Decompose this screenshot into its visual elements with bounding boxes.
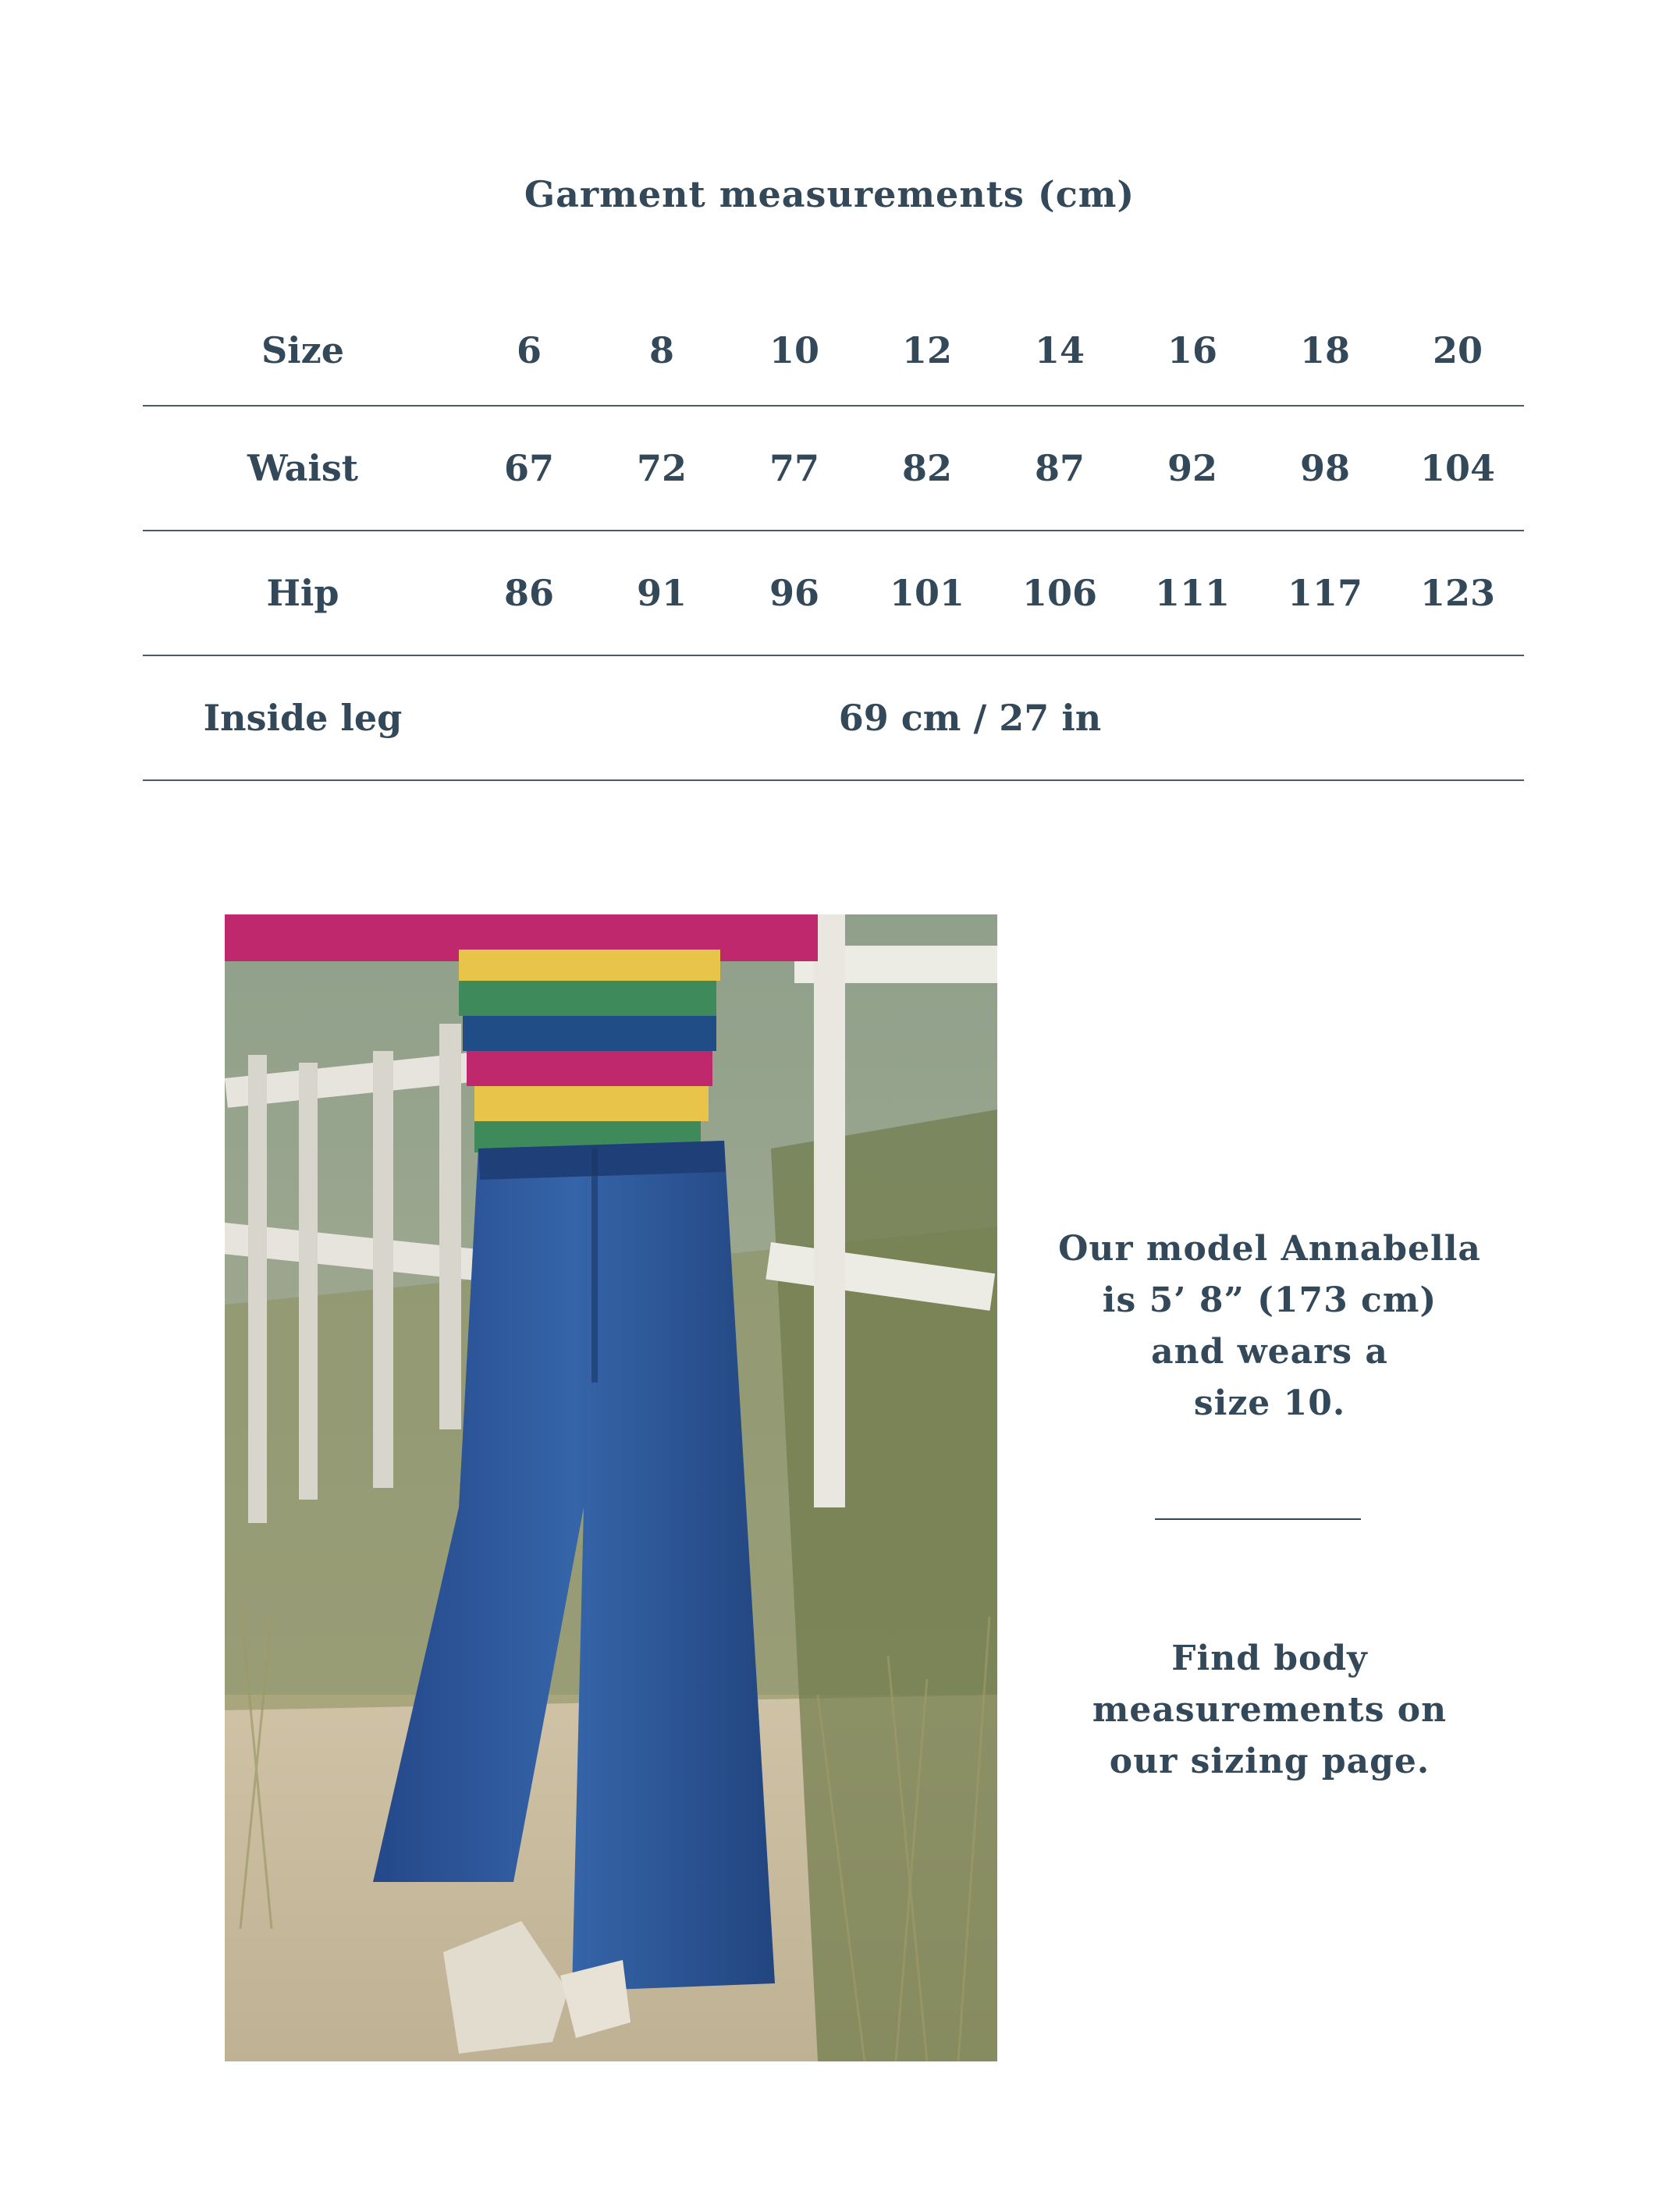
table-row-hip — [143, 531, 1524, 655]
size-header-cell: 14 — [1034, 328, 1085, 371]
size-header-cell: 16 — [1167, 328, 1217, 371]
table-cell: 87 — [1034, 447, 1085, 489]
model-photo-illustration — [225, 914, 997, 2061]
table-cell: 92 — [1167, 447, 1217, 489]
table-cell: 98 — [1299, 447, 1350, 489]
model-info — [1014, 1223, 1525, 1429]
sizing-note-line: measurements on — [1092, 1690, 1448, 1730]
size-header-cell: 18 — [1299, 328, 1350, 371]
table-cell: 67 — [503, 447, 554, 489]
model-info-line: and wears a — [1151, 1332, 1388, 1372]
model-info-line: is 5’ 8” (173 cm) — [1102, 1280, 1437, 1320]
size-header-cell: 12 — [901, 328, 952, 371]
size-header-cell: 8 — [648, 328, 674, 371]
model-info-line: size 10. — [1193, 1383, 1346, 1423]
row-label: Waist — [247, 447, 359, 489]
table-row-inside-leg — [143, 655, 1524, 780]
page-title: Garment measurements (cm) — [524, 173, 1135, 215]
model-info-line: Our model Annabella — [1058, 1229, 1481, 1269]
table-cell: 123 — [1419, 572, 1496, 614]
table-cell: 82 — [901, 447, 952, 489]
sizing-note-line: Find body — [1171, 1639, 1368, 1678]
size-header-cell: 10 — [769, 328, 819, 371]
divider — [1155, 1518, 1361, 1520]
model-photo — [225, 914, 997, 2061]
header-label: Size — [261, 328, 345, 371]
table-cell: 117 — [1287, 572, 1363, 614]
table-cell: 106 — [1021, 572, 1098, 614]
row-label: Inside leg — [203, 697, 403, 739]
measurements-table — [143, 295, 1524, 781]
size-header-cell: 20 — [1432, 328, 1483, 371]
sizing-note-line: our sizing page. — [1109, 1742, 1430, 1781]
table-header-row — [143, 295, 1524, 406]
size-header-cell: 6 — [516, 328, 542, 371]
table-cell: 111 — [1154, 572, 1231, 614]
table-cell: 96 — [769, 572, 819, 614]
inside-leg-value: 69 cm / 27 in — [838, 697, 1102, 739]
table-cell: 72 — [636, 447, 687, 489]
table-row-waist — [143, 406, 1524, 531]
table-cell: 77 — [769, 447, 819, 489]
row-label: Hip — [266, 572, 339, 614]
sizing-page-note[interactable] — [1014, 1633, 1525, 1788]
table-cell: 86 — [503, 572, 554, 614]
table-cell: 101 — [889, 572, 965, 614]
table-cell: 104 — [1419, 447, 1496, 489]
table-cell: 91 — [636, 572, 687, 614]
